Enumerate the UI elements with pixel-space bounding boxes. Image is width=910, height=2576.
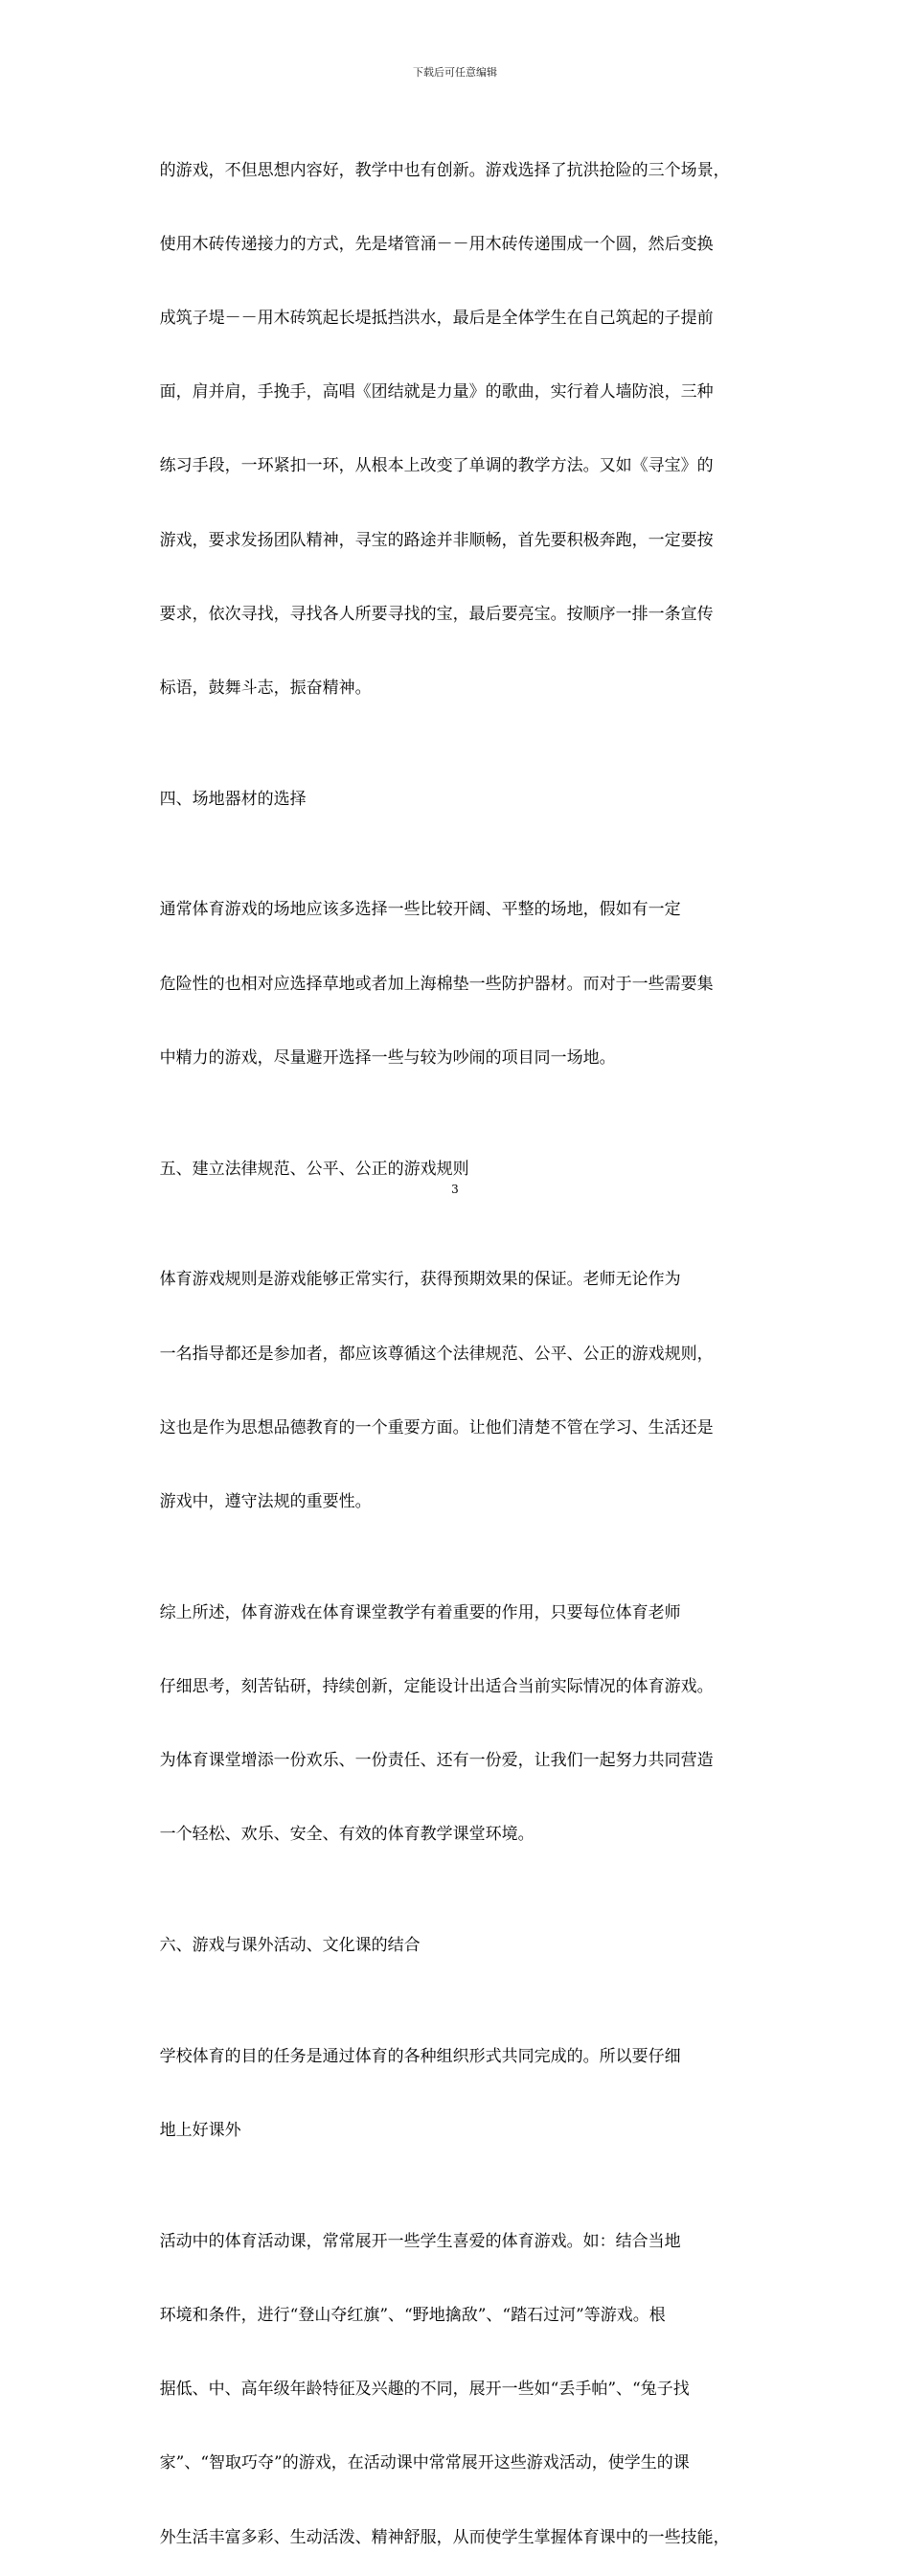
- paragraph-continued: [139, 115, 774, 744]
- text-line: 仔细思考，刻苦钻研，持续创新，定能设计出适合当前实际情况的体育游戏。: [159, 1676, 714, 1696]
- text-line: 学校体育的目的任务是通过体育的各种组织形式共同完成的。所以要仔细: [159, 2046, 681, 2066]
- text-line: 游戏，要求发扬团队精神，寻宝的路途并非顺畅，首先要积极奔跑，一定要按: [159, 530, 714, 550]
- text-line: 一个轻松、欢乐、安全、有效的体育教学课堂环境。: [159, 1825, 535, 1845]
- document-body: [139, 115, 774, 2576]
- text-line: 练习手段，一环紧扣一环，从根本上改变了单调的教学方法。又如《寻宝》的: [159, 456, 714, 476]
- text-line: 活动中的体育活动课，常常展开一些学生喜爱的体育游戏。如：结合当地: [159, 2231, 681, 2251]
- text-line: 据低、中、高年级年龄特征及兴趣的不同，展开一些如“丢手帕”、“兔子找: [159, 2380, 690, 2400]
- paragraph: [139, 855, 774, 1114]
- text-line: 为体育课堂增添一份欢乐、一份责任、还有一份爱，让我们一起努力共同营造: [159, 1751, 714, 1771]
- page-header: 下载后可任意编辑: [413, 66, 497, 79]
- text-line: 体育游戏规则是游戏能够正常实行，获得预期效果的保证。老师无论作为: [159, 1270, 681, 1290]
- text-line: 环境和条件，进行“登山夺红旗”、“野地擒敌”、“踏石过河”等游戏。根: [159, 2306, 666, 2326]
- text-line: 使用木砖传递接力的方式，先是堵管涌－－用木砖传递围成一个圆，然后变换: [159, 234, 714, 254]
- paragraph: [139, 2001, 774, 2186]
- text-line: 中精力的游戏，尽量避开选择一些与较为吵闹的项目同一场地。: [159, 1047, 616, 1068]
- text-line: 一名指导都还是参加者，都应该尊循这个法律规范、公平、公正的游戏规则，: [159, 1344, 714, 1364]
- text-line: 面，肩并肩，手挽手，高唱《团结就是力量》的歌曲，实行着人墙防浪，三种: [159, 382, 714, 402]
- text-line: 标语，鼓舞斗志，振奋精神。: [159, 678, 372, 698]
- section-heading-4: [139, 744, 774, 855]
- text-line: 这也是作为思想品德教育的一个重要方面。让他们清楚不管在学习、生活还是: [159, 1417, 714, 1438]
- text-line: 地上好课外: [159, 2121, 241, 2141]
- text-line: 五、建立法律规范、公平、公正的游戏规则: [159, 1159, 469, 1179]
- paragraph: [139, 1225, 774, 1557]
- section-heading-5: [139, 1114, 774, 1225]
- text-line: 的游戏，不但思想内容好，教学中也有创新。游戏选择了抗洪抢险的三个场景，: [159, 160, 730, 180]
- text-line: 外生活丰富多彩、生动活泼、精神舒服，从而使学生掌握体育课中的一些技能，: [159, 2527, 730, 2547]
- section-heading-6: [139, 1891, 774, 2002]
- text-line: 成筑子堤－－用木砖筑起长堤抵挡洪水，最后是全体学生在自己筑起的子提前: [159, 308, 714, 328]
- text-line: 危险性的也相对应选择草地或者加上海棉垫一些防护器材。而对于一些需要集: [159, 974, 714, 994]
- text-line: 通常体育游戏的场地应该多选择一些比较开阔、平整的场地，假如有一定: [159, 900, 681, 920]
- text-line: 综上所述，体育游戏在体育课堂教学有着重要的作用，只要每位体育老师: [159, 1602, 681, 1622]
- page-number: 3: [451, 1183, 459, 1196]
- text-line: 要求，依次寻找，寻找各人所要寻找的宝，最后要亮宝。按顺序一排一条宣传: [159, 604, 714, 624]
- text-line: 家”、“智取巧夺”的游戏，在活动课中常常展开这些游戏活动，使学生的课: [159, 2453, 690, 2473]
- text-line: 四、场地器材的选择: [159, 789, 307, 809]
- paragraph-summary: [139, 1557, 774, 1890]
- text-line: 六、游戏与课外活动、文化课的结合: [159, 1936, 421, 1956]
- paragraph: [139, 2186, 774, 2576]
- text-line: 游戏中，遵守法规的重要性。: [159, 1491, 372, 1511]
